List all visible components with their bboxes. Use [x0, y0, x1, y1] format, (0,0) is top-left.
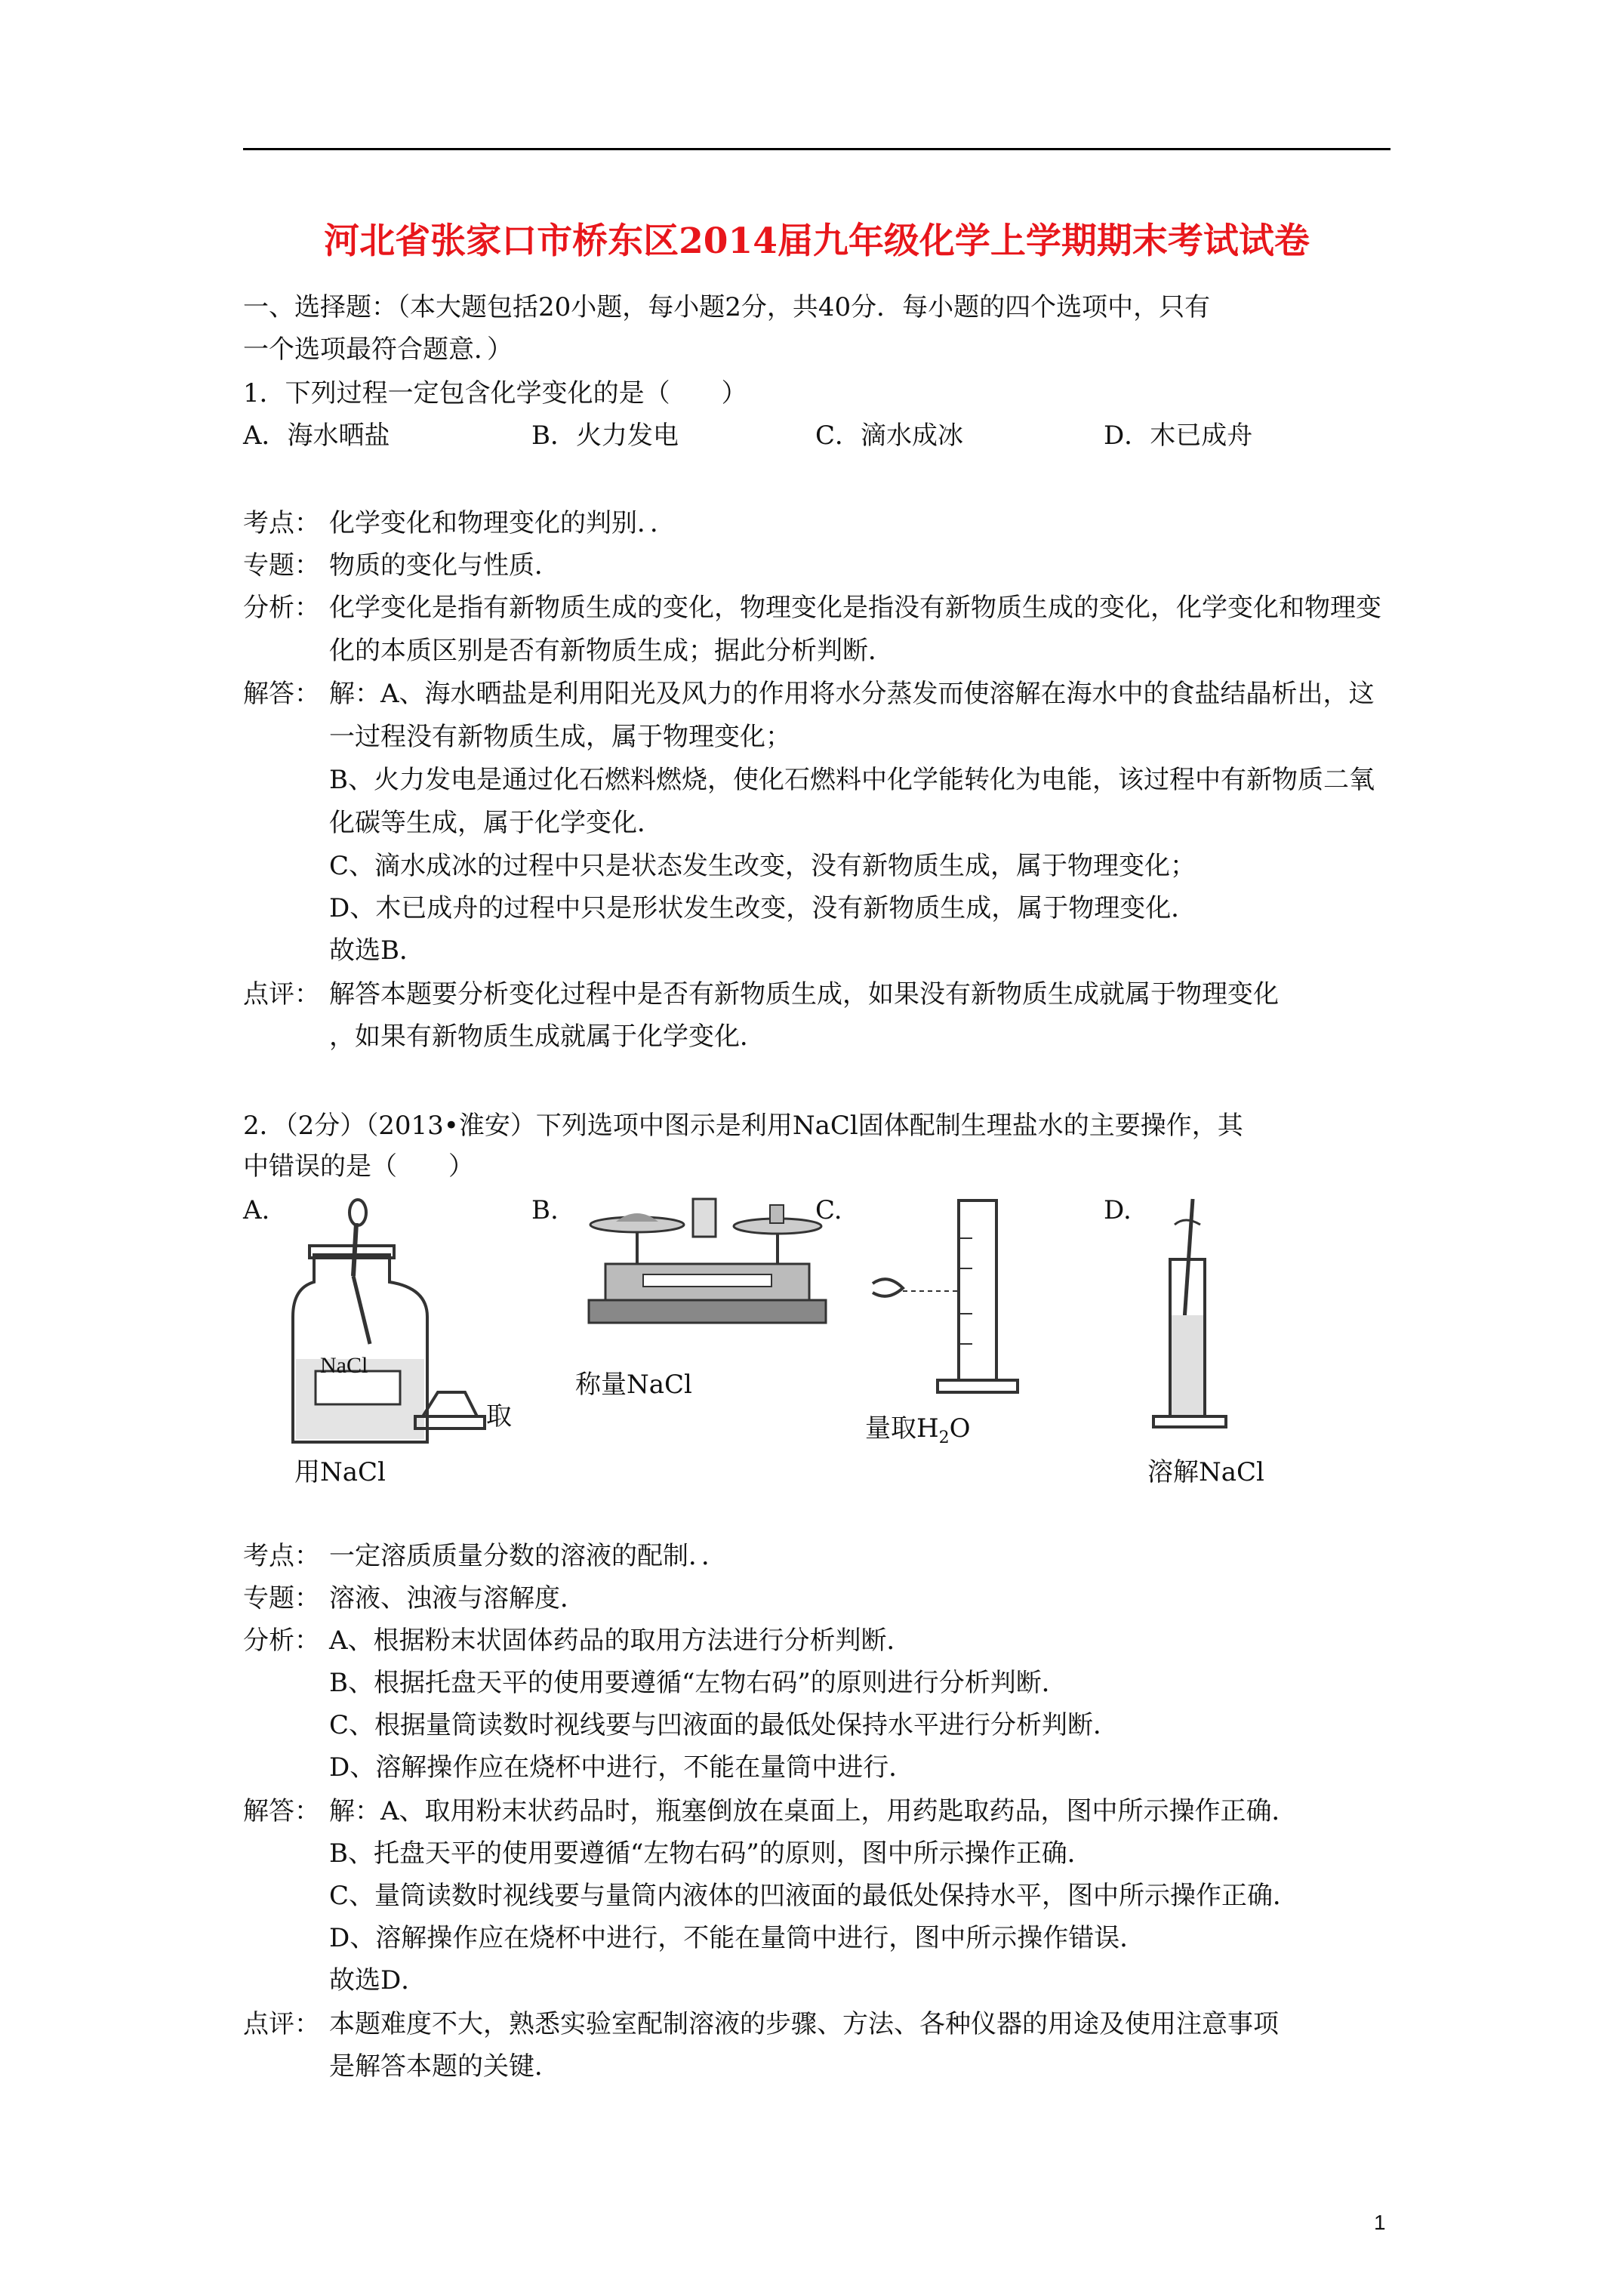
q2-dianping-1: 本题难度不大，熟悉实验室配制溶液的步骤、方法、各种仪器的用途及使用注意事项: [329, 2009, 1279, 2039]
q2-stem-line1: 2．（2分）（2013•淮安）下列选项中图示是利用NaCl固体配制生理盐水的主要操作，其: [243, 1111, 1243, 1141]
figure-d-caption: 溶解NaCl: [1147, 1457, 1264, 1487]
q2-zhuanti: 溶液、浊液与溶解度．: [329, 1583, 586, 1613]
page-number: 1: [1374, 2211, 1386, 2234]
q2-dianping-2: 是解答本题的关键．: [329, 2051, 560, 2082]
q1-kaodian: 化学变化和物理变化的判别．．: [329, 508, 676, 538]
q1-option-b: B．火力发电: [531, 421, 679, 451]
q2-zhuanti-label: 专题：: [243, 1583, 320, 1613]
spoon-tip: [350, 1200, 366, 1225]
q1-jieda-d: D、木已成舟的过程中只是形状发生改变，没有新物质生成，属于物理变化．: [329, 893, 1197, 923]
q2-jieda-c: C、量筒读数时视线要与量筒内液体的凹液面的最低处保持水平，图中所示操作正确．: [329, 1881, 1299, 1911]
pointer-housing: [693, 1199, 716, 1237]
figure-a-caption-2: 用NaCl: [294, 1457, 386, 1487]
figure-d-cylinder: [1140, 1194, 1283, 1444]
q1-dianping-label: 点评：: [243, 979, 320, 1009]
balance-scale-bar: [643, 1274, 771, 1287]
stopper-base: [415, 1416, 485, 1428]
q2-answer: 故选D．: [329, 1965, 427, 1996]
q2-fenxi-d: D、溶解操作应在烧杯中进行，不能在量筒中进行．: [329, 1752, 915, 1783]
q1-jieda-a: 解：A、海水晒盐是利用阳光及风力的作用将水分蒸发而使溶解在海水中的食盐结晶析出，这一过程没有新物质生成，属于物理变化；: [329, 679, 1375, 752]
header-rule: [243, 148, 1390, 150]
eye-icon: [873, 1279, 903, 1296]
section-heading-line1: 一、选择题：（本大题包括20小题，每小题2分，共40分．每小题的四个选项中，只有: [243, 292, 1211, 322]
q1-dianping-2: ，如果有新物质生成就属于化学变化．: [329, 1022, 765, 1052]
spoon-shaft: [353, 1223, 356, 1276]
q1-jieda-b: B、火力发电是通过化石燃料燃烧，使化石燃料中化学能转化为电能，该过程中有新物质二氧化碳等生成，属于化学变化．: [329, 765, 1375, 838]
q2-fenxi-a: A、根据粉末状固体药品的取用方法进行分析判断．: [329, 1626, 913, 1656]
cylinder-body: [959, 1200, 996, 1380]
q2-jieda-label: 解答：: [243, 1796, 320, 1826]
q2-fenxi-b: B、根据托盘天平的使用要遵循“左物右码”的原则进行分析判断．: [329, 1668, 1067, 1698]
q2-fenxi-label: 分析：: [243, 1626, 320, 1656]
spoon-handle: [353, 1276, 370, 1344]
cylinder-d-liquid: [1172, 1315, 1203, 1415]
q2-jieda-b: B、托盘天平的使用要遵循“左物右码”的原则，图中所示操作正确．: [329, 1838, 1093, 1869]
q2-option-c: C.: [815, 1195, 842, 1225]
q2-dianping-label: 点评：: [243, 2009, 320, 2039]
q1-option-d: D．木已成舟: [1104, 421, 1253, 451]
q1-jieda-label: 解答：: [243, 679, 320, 709]
cylinder-base: [938, 1380, 1018, 1392]
q2-jieda-d: D、溶解操作应在烧杯中进行，不能在量筒中进行，图中所示操作错误．: [329, 1923, 1146, 1953]
figure-b-caption: 称量NaCl: [575, 1370, 692, 1400]
q1-stem: 1．下列过程一定包含化学变化的是（ ）: [243, 378, 747, 408]
figure-b-balance: [574, 1191, 830, 1342]
stopper-icon: [423, 1392, 477, 1416]
q1-zhuanti-label: 专题：: [243, 550, 320, 581]
q2-option-a: A.: [243, 1195, 270, 1225]
figure-c-cylinder: [861, 1193, 1027, 1404]
balance-base: [589, 1300, 826, 1323]
q1-option-c: C．滴水成冰: [815, 421, 964, 451]
exam-title: 河北省张家口市桥东区2014届九年级化学上学期期末考试试卷: [324, 220, 1310, 262]
q1-fenxi: 化学变化是指有新物质生成的变化，物理变化是指没有新物质生成的变化，化学变化和物理变化的本质区别是否有新物质生成；据此分析判断．: [329, 593, 1381, 666]
q2-kaodian-label: 考点：: [243, 1541, 320, 1571]
figure-a-caption-1: 取: [486, 1401, 512, 1432]
powder-pile: [616, 1213, 658, 1222]
q2-option-d: D.: [1104, 1195, 1132, 1225]
q1-fenxi-label: 分析：: [243, 593, 320, 623]
q1-option-a: A．海水晒盐: [243, 421, 390, 451]
q2-option-b: B.: [531, 1195, 559, 1225]
q1-jieda-c: C、滴水成冰的过程中只是状态发生改变，没有新物质生成，属于物理变化；: [329, 851, 1196, 881]
stir-arrow-icon: [1175, 1220, 1200, 1225]
q2-stem-line2: 中错误的是（ ）: [243, 1151, 474, 1182]
q2-fenxi-c: C、根据量筒读数时视线要与凹液面的最低处保持水平进行分析判断．: [329, 1710, 1119, 1740]
q2-jieda-a: 解：A、取用粉末状药品时，瓶塞倒放在桌面上，用药匙取药品，图中所示操作正确．: [329, 1796, 1298, 1826]
section-heading-line2: 一个选项最符合题意．）: [243, 334, 513, 365]
figure-c-caption: 量取$H_2O$: [865, 1413, 971, 1447]
figure-a-bottle-label: NaCl: [320, 1353, 368, 1378]
cylinder-d-base: [1153, 1416, 1226, 1427]
q1-answer: 故选B．: [329, 935, 425, 966]
q1-kaodian-label: 考点：: [243, 508, 320, 538]
weight-icon: [770, 1205, 784, 1223]
q1-zhuanti: 物质的变化与性质．: [329, 550, 560, 581]
q1-dianping-1: 解答本题要分析变化过程中是否有新物质生成，如果没有新物质生成就属于物理变化: [329, 979, 1279, 1009]
q2-kaodian: 一定溶质质量分数的溶液的配制．．: [329, 1541, 727, 1571]
